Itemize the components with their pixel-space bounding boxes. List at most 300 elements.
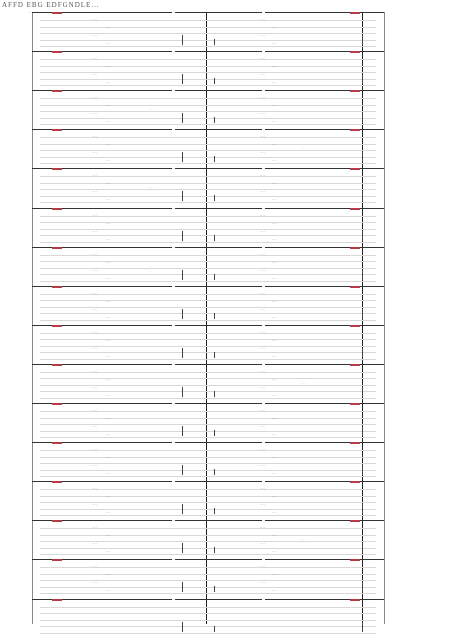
section-marker-left [52,520,62,522]
left-column-item: .... [106,220,111,225]
section-marker-right [350,599,360,601]
left-column-item: .... [92,345,97,350]
tick-mark [362,465,363,475]
right-column-item: .... [272,588,277,593]
tick-mark [214,195,215,201]
right-column-item: .... [260,228,265,233]
tick-mark [182,270,183,280]
right-column-item: .... [260,95,265,100]
right-column-item: .... [272,64,277,69]
left-column-item: .... [106,588,111,593]
section-marker-right [350,286,360,288]
section-label-left: ... [172,401,175,405]
section-block [32,322,384,365]
section-marker-left [52,403,62,405]
section-label-right: ... [262,283,265,288]
section-marker-right [350,90,360,92]
section-block [32,12,384,52]
section-marker-right [350,247,360,249]
staff-line [40,391,376,392]
section-marker-left [52,364,62,366]
staff-line [40,378,376,379]
staff-line [40,229,376,230]
left-column-item: .... [92,290,97,295]
right-column-item: .... [260,173,265,178]
right-column-item: .... [272,259,277,264]
tick-mark [362,348,363,358]
right-column-item: .... [260,424,265,428]
section-marker-left [52,599,62,601]
staff-line [40,352,376,353]
tick-mark [182,465,183,475]
staff-line [40,607,376,608]
section-block [32,168,384,208]
right-column-item: .... [260,267,265,272]
right-column-item: .... [260,17,265,21]
left-column-item: .... [92,564,97,569]
left-column-item: .... [92,486,97,491]
staff-line [40,118,376,119]
section-block [32,361,384,404]
left-column-item: .... [92,228,97,233]
section-block [32,520,384,560]
right-column-item: .... [260,189,265,194]
section-label-left: ... [172,518,175,523]
staff-line [40,489,376,490]
staff-line [40,613,376,614]
section-marker-right [350,442,360,444]
staff-line [40,541,376,542]
left-column-item: .... [92,134,97,139]
left-column-item: .... [106,181,111,186]
staff-line [40,111,376,112]
left-column-item: .... [92,502,97,507]
section-label-right: ... [262,479,265,484]
tick-mark [214,391,215,397]
section-label-left: ... [172,283,175,288]
staff-line [40,137,376,138]
section-marker-right [350,129,360,131]
tick-mark [362,543,363,553]
staff-line [40,242,376,243]
right-column-item: .... [272,549,277,554]
section-marker-left [52,208,62,210]
left-column-item: .... [106,353,111,358]
right-column-item: .... [260,329,265,334]
left-column-item: .... [106,64,111,69]
left-column-item: .... [92,447,97,452]
staff-line [40,574,376,575]
left-column-item: .... [106,142,111,147]
tick-mark [182,191,183,201]
staff-line [40,333,376,334]
tick-mark [214,313,215,319]
section-block [32,283,384,326]
left-column-item: .... [92,17,97,21]
staff-line [40,150,376,151]
right-column-item: .... [272,337,277,342]
left-column-item: .... [92,424,97,428]
staff-line [40,385,376,386]
left-column-item: .... [92,111,97,116]
left-column-item: .... [106,533,111,538]
tick-mark [362,387,363,397]
section-label-left: ... [172,440,175,445]
tick-mark [214,547,215,553]
staff-line [40,626,376,627]
right-column-item: .... [272,376,277,381]
section-label-left: ... [172,557,175,562]
right-column-item: .... [260,251,265,256]
staff-line [40,268,376,269]
right-column-item: .... [272,197,277,202]
staff-line [40,346,376,347]
staff-line [40,502,376,503]
right-column-item: .... [272,572,277,577]
section-marker-left [52,559,62,561]
left-column-item: .... [92,150,97,155]
section-marker-right [350,364,360,366]
staff-line [40,294,376,295]
staff-line [40,554,376,555]
annotation-note: .... [302,537,306,542]
left-column-item: .... [106,494,111,499]
left-column-item: .... [106,549,111,554]
right-column-item: .... [260,541,265,546]
right-column-item: .... [260,345,265,350]
left-column-item: .... [92,329,97,334]
left-column-item: .... [106,314,111,319]
staff-line [40,124,376,125]
right-column-item: .... [272,314,277,319]
section-block [32,481,384,521]
section-label-right: ... [262,205,265,210]
right-column-item: .... [272,510,277,515]
right-border-line [384,12,385,624]
right-column-item: .... [260,290,265,295]
section-marker-left [52,286,62,288]
section-label-right: ... [262,518,265,523]
right-column-item: .... [272,41,277,45]
right-column-item: .... [272,471,277,476]
staff-line [40,216,376,217]
staff-line [40,300,376,301]
tick-mark [362,191,363,201]
right-column-item: .... [272,142,277,147]
right-column-item: .... [272,25,277,29]
staff-line [40,567,376,568]
right-column-item: .... [260,72,265,77]
tick-mark [214,586,215,592]
left-column-item: .... [92,173,97,178]
section-label-right: ... [262,244,265,249]
tick-mark [214,469,215,475]
section-block [32,51,384,91]
tick-mark [214,117,215,123]
left-column-item: .... [106,197,111,202]
staff-line [40,33,376,34]
section-marker-right [350,559,360,561]
section-label-left: ... [172,479,175,484]
tick-mark [362,582,363,592]
right-column-item: .... [260,564,265,569]
staff-line [40,359,376,360]
section-marker-right [350,12,360,14]
staff-line [40,189,376,190]
left-column-item: .... [106,471,111,476]
tick-mark [214,235,215,241]
right-column-item: .... [272,119,277,124]
right-column-item: .... [260,134,265,139]
section-marker-left [52,129,62,131]
left-column-item: .... [106,158,111,163]
staff-line [40,450,376,451]
staff-line [40,633,376,634]
tick-mark [182,387,183,397]
section-marker-right [350,168,360,170]
section-marker-left [52,168,62,170]
staff-line [40,274,376,275]
staff-line [40,202,376,203]
left-column-item: .... [106,455,111,460]
staff-line [40,105,376,106]
staff-line [40,620,376,621]
left-column-item: .... [106,510,111,515]
section-marker-right [350,481,360,483]
staff-line [40,593,376,594]
left-column-item: .... [92,384,97,389]
staff-line [40,196,376,197]
section-label-right: ... [262,322,265,327]
page-subtitle: ... [28,9,32,14]
staff-line [40,163,376,164]
section-marker-right [350,403,360,405]
tick-mark [182,113,183,123]
left-column-item: .... [106,41,111,45]
section-block [32,596,384,639]
tick-mark [182,543,183,553]
staff-line [40,59,376,60]
annotation-note: .... [150,107,154,112]
section-label-right: ... [262,596,265,601]
tick-mark [362,74,363,84]
staff-line [40,27,376,28]
right-column-item: .... [272,353,277,358]
staff-line [40,411,376,412]
staff-line [40,222,376,223]
page-title: AFFD EBG EDFGNDLE... [2,1,100,9]
section-label-left: ... [172,88,175,93]
left-column-item: .... [92,267,97,272]
tick-mark [362,622,363,632]
section-label-left: ... [172,244,175,249]
left-column-item: .... [92,251,97,256]
left-column-item: .... [106,103,111,108]
left-column-item: .... [92,408,97,412]
staff-line [40,40,376,41]
section-label-right: ... [262,49,265,54]
staff-line [40,548,376,549]
section-block [32,244,384,287]
staff-line [40,476,376,477]
left-column-item: .... [106,236,111,241]
right-column-item: .... [272,80,277,85]
staff-line [40,509,376,510]
right-column-item: .... [260,525,265,530]
tick-mark [362,270,363,280]
right-column-item: .... [260,447,265,452]
staff-line [40,424,376,425]
tick-mark [214,430,215,436]
tick-mark [182,309,183,319]
section-label-right: ... [262,361,265,366]
staff-line [40,535,376,536]
staff-line [40,20,376,21]
tick-mark [182,35,183,45]
tick-mark [182,582,183,592]
section-label-right: ... [262,10,265,14]
tick-mark [362,504,363,514]
section-label-right: ... [262,557,265,562]
tick-mark [182,74,183,84]
staff-line [40,496,376,497]
staff-line [40,418,376,419]
staff-line [40,431,376,432]
staff-line [40,176,376,177]
staff-line [40,587,376,588]
annotation-note: .... [302,146,306,151]
tick-mark [182,348,183,358]
right-column-item: .... [260,384,265,389]
staff-line [40,79,376,80]
right-column-item: .... [260,368,265,373]
right-column-item: .... [260,463,265,468]
tick-mark [362,113,363,123]
staff-line [40,261,376,262]
tick-mark [362,231,363,241]
staff-line [40,457,376,458]
section-marker-left [52,12,62,14]
right-column-item: .... [260,212,265,217]
left-column-item: .... [92,33,97,37]
tick-mark [214,156,215,162]
left-column-item: .... [92,580,97,585]
section-label-right: ... [262,440,265,445]
tick-mark [362,309,363,319]
section-block [32,129,384,169]
right-column-item: .... [260,580,265,585]
left-column-item: .... [106,376,111,381]
section-marker-left [52,325,62,327]
left-column-item: .... [92,56,97,61]
left-column-item: .... [92,72,97,77]
left-column-item: .... [106,259,111,264]
left-column-item: .... [106,416,111,420]
left-column-item: .... [92,306,97,311]
section-label-right: ... [262,127,265,132]
staff-line [40,46,376,47]
left-column-item: .... [106,337,111,342]
right-column-item: .... [272,275,277,280]
staff-line [40,235,376,236]
left-column-item: .... [92,525,97,530]
tick-mark [214,78,215,84]
tick-mark [214,508,215,514]
section-marker-left [52,51,62,53]
section-marker-left [52,90,62,92]
section-marker-right [350,51,360,53]
staff-line [40,98,376,99]
right-column-item: .... [260,33,265,37]
right-column-item: .... [272,494,277,499]
left-column-item: .... [92,541,97,546]
section-label-right: ... [262,88,265,93]
staff-line [40,528,376,529]
left-column-item: .... [106,572,111,577]
right-column-item: .... [260,408,265,412]
section-block [32,403,384,443]
section-label-left: ... [172,166,175,171]
staff-line [40,85,376,86]
right-column-item: .... [272,220,277,225]
tick-mark [182,152,183,162]
tick-mark [362,426,363,436]
right-column-item: .... [260,111,265,116]
right-column-item: .... [260,486,265,491]
tick-mark [214,626,215,632]
section-marker-left [52,247,62,249]
staff-line [40,320,376,321]
staff-line [40,183,376,184]
right-column-item: .... [260,306,265,311]
staff-line [40,339,376,340]
left-column-item: .... [92,189,97,194]
staff-line [40,66,376,67]
tick-mark [214,39,215,45]
section-label-right: ... [262,401,265,405]
section-label-left: ... [172,127,175,132]
left-column-item: .... [106,25,111,29]
section-marker-right [350,208,360,210]
tick-mark [182,504,183,514]
staff-line [40,307,376,308]
left-column-item: .... [92,212,97,217]
tick-mark [182,622,183,632]
section-label-left: ... [172,322,175,327]
right-column-item: .... [272,181,277,186]
section-label-left: ... [172,361,175,366]
staff-line [40,398,376,399]
staff-line [40,463,376,464]
right-column-item: .... [272,533,277,538]
tick-mark [362,35,363,45]
right-column-item: .... [272,236,277,241]
left-column-item: .... [106,392,111,397]
staff-line [40,580,376,581]
staff-line [40,470,376,471]
right-column-item: .... [272,455,277,460]
section-label-left: ... [172,596,175,601]
right-column-item: .... [272,298,277,303]
section-block [32,559,384,599]
section-label-left: ... [172,49,175,54]
right-column-item: .... [272,432,277,436]
section-marker-left [52,442,62,444]
tick-mark [362,152,363,162]
staff-line [40,281,376,282]
staff-line [40,72,376,73]
left-column-item: .... [106,275,111,280]
